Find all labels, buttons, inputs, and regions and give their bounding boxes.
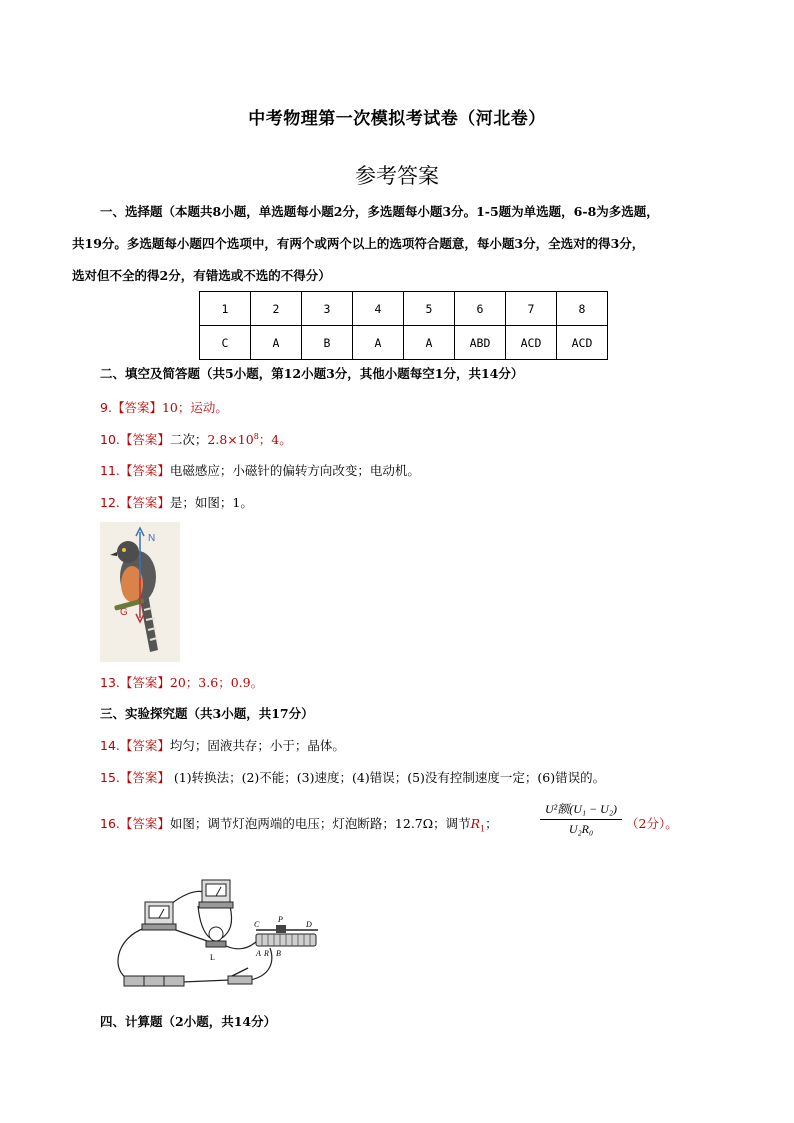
terminal-a-label: A: [256, 949, 261, 958]
answer-tag: 【答案】: [119, 463, 170, 478]
terminal-d-label: D: [306, 920, 312, 929]
table-cell: ACD: [506, 326, 557, 360]
answer-text: 电磁感应；小磁针的偏转方向改变；电动机。: [169, 463, 420, 478]
power-formula: [540, 800, 622, 837]
answer-text: 10；运动。: [161, 400, 228, 415]
page-subtitle: 参考答案: [355, 164, 439, 188]
resistor-r-label: R: [264, 949, 269, 958]
section2-heading: 二、填空及简答题（共5小题，第12小题3分，其他小题每空1分，共14分）: [100, 366, 524, 381]
section1-intro-line2: 共19分。多选题每小题四个选项中，有两个或两个以上的选项符合题意，每小题3分，全选对的得3分，: [72, 236, 645, 251]
terminal-b-label: B: [276, 949, 281, 958]
formula-numerator: U²额(U₁ − U₂): [540, 800, 622, 820]
table-cell: A: [404, 326, 455, 360]
circuit-figure: [110, 876, 330, 996]
section4-heading: 四、计算题（2小题，共14分）: [100, 1014, 277, 1029]
slider-p-label: P: [278, 915, 283, 924]
circuit-diagram: [110, 876, 330, 992]
answer-text: 均匀；固液共存；小于；晶体。: [169, 738, 345, 753]
answer-tag: 【答案】: [119, 432, 170, 447]
table-cell: 7: [506, 292, 557, 326]
answer-16: [100, 814, 498, 834]
bird-force-figure: [100, 522, 180, 666]
force-arrows: [100, 522, 180, 662]
answer-subscript: 1: [480, 824, 486, 834]
answer-number: 10.: [100, 432, 120, 447]
answer-10: [100, 430, 292, 448]
answer-number: 9.: [100, 400, 112, 415]
table-cell: 2: [251, 292, 302, 326]
answer-superscript: 8: [253, 431, 259, 441]
answer-11: [100, 461, 420, 479]
section1-intro: [72, 196, 732, 292]
answer-number: 16.: [100, 816, 120, 831]
answer-text: 2.8×10: [207, 432, 254, 447]
answer-text: 如图；调节灯泡两端的电压；灯泡断路；12.7Ω；调节: [169, 816, 471, 831]
answer-tag: 【答案】: [119, 738, 170, 753]
answer-tag: 【答案】: [111, 400, 162, 415]
answer-9: [100, 398, 228, 416]
table-cell: ABD: [455, 326, 506, 360]
formula-score-note: （2分）。: [626, 816, 678, 831]
table-cell: 8: [557, 292, 608, 326]
table-cell: C: [200, 326, 251, 360]
answer-table: [199, 291, 608, 360]
answer-number: 13.: [100, 675, 120, 690]
answer-text: ；4。: [258, 432, 292, 447]
answer-number: 14.: [100, 738, 120, 753]
table-cell: ACD: [557, 326, 608, 360]
table-cell: 3: [302, 292, 353, 326]
answer-text: ；: [485, 816, 498, 831]
answer-text: (1)转换法；(2)不能；(3)速度；(4)错误；(5)没有控制速度一定；(6)错误的。: [169, 770, 606, 785]
bulb-label: L: [210, 953, 215, 962]
table-cell: A: [251, 326, 302, 360]
section1-intro-line3: 选对但不全的得2分，有错选或不选的不得分）: [72, 268, 331, 283]
answer-table-answer-row: [200, 326, 608, 360]
answer-number: 12.: [100, 495, 120, 510]
normal-force-label: N: [148, 533, 156, 544]
answer-number: 15.: [100, 770, 120, 785]
answer-13: [100, 673, 263, 691]
answer-variable: R: [470, 816, 481, 831]
table-cell: 5: [404, 292, 455, 326]
answer-tag: 【答案】: [119, 495, 170, 510]
answer-tag: 【答案】: [119, 675, 170, 690]
table-cell: 6: [455, 292, 506, 326]
answer-tag: 【答案】: [119, 816, 170, 831]
answer-number: 11.: [100, 463, 120, 478]
table-cell: 1: [200, 292, 251, 326]
answer-text: 二次；: [169, 432, 208, 447]
answer-table-number-row: [200, 292, 608, 326]
answer-text: 是；如图；1。: [169, 495, 253, 510]
table-cell: B: [302, 326, 353, 360]
answer-15: [100, 768, 605, 786]
section3-heading: 三、实验探究题（共3小题，共17分）: [100, 706, 314, 721]
formula-denominator: U₂R₀: [568, 822, 594, 836]
answer-14: [100, 736, 345, 754]
table-cell: A: [353, 326, 404, 360]
answer-text: 20；3.6；0.9。: [169, 675, 264, 690]
answer-12: [100, 493, 253, 511]
page-title: 中考物理第一次模拟考试卷（河北卷）: [248, 109, 546, 129]
gravity-label: G: [120, 607, 128, 618]
answer-tag: 【答案】: [119, 770, 170, 785]
terminal-c-label: C: [254, 920, 260, 929]
section1-intro-line1: 一、选择题（本题共8小题，单选题每小题2分，多选题每小题3分。1-5题为单选题，6-8为多选题，: [100, 204, 659, 219]
table-cell: 4: [353, 292, 404, 326]
